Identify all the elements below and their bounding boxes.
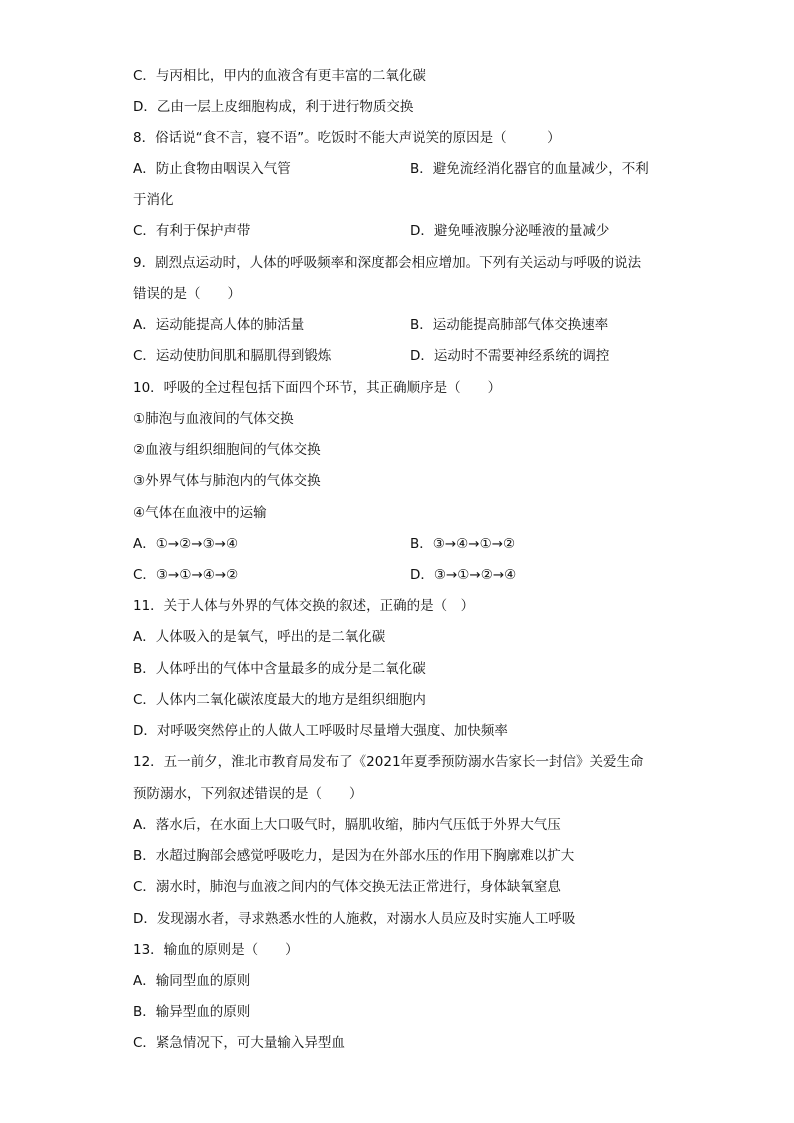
q9-option-a: A．运动能提高人体的肺活量 xyxy=(133,317,305,333)
q9-option-c: C．运动使肋间肌和膈肌得到锻炼 xyxy=(133,348,332,364)
q12-stem: 12．五一前夕，淮北市教育局发布了《2021年夏季预防溺水告家长一封信》关爱生命 xyxy=(133,754,644,770)
q12-stem-cont: 预防溺水，下列叙述错误的是（ ） xyxy=(133,786,363,802)
q10-option-d: D．③→①→②→④ xyxy=(410,567,517,583)
q11-option-a: A．人体吸入的是氧气，呼出的是二氧化碳 xyxy=(133,629,386,645)
q10-stem: 10．呼吸的全过程包括下面四个环节，其正确顺序是（ ） xyxy=(133,380,502,396)
q8-option-d: D．避免唾液腺分泌唾液的量减少 xyxy=(410,223,610,239)
q9-option-b: B．运动能提高肺部气体交换速率 xyxy=(410,317,609,333)
q7-option-d: D．乙由一层上皮细胞构成，利于进行物质交换 xyxy=(133,99,414,115)
q13-option-c: C．紧急情况下，可大量输入异型血 xyxy=(133,1035,345,1051)
q13-option-b: B．输异型血的原则 xyxy=(133,1004,251,1020)
q10-option-a: A．①→②→③→④ xyxy=(133,536,239,552)
q9-stem-cont: 错误的是（ ） xyxy=(133,286,241,302)
q11-stem: 11．关于人体与外界的气体交换的叙述，正确的是（ ） xyxy=(133,598,475,614)
q9-option-d: D．运动时不需要神经系统的调控 xyxy=(410,348,610,364)
q12-option-a: A．落水后，在水面上大口吸气时，膈肌收缩，肺内气压低于外界大气压 xyxy=(133,817,561,833)
q10-step-4: ④气体在血液中的运输 xyxy=(133,505,267,521)
q11-option-d: D．对呼吸突然停止的人做人工呼吸时尽量增大强度、加快频率 xyxy=(133,723,508,739)
q8-stem: 8．俗话说“食不言，寝不语”。吃饭时不能大声说笑的原因是（ ） xyxy=(133,130,561,146)
q10-option-b: B．③→④→①→② xyxy=(410,536,516,552)
q8-option-b: B．避免流经消化器官的血量减少，不利 xyxy=(410,161,649,177)
q12-option-d: D．发现溺水者，寻求熟悉水性的人施救，对溺水人员应及时实施人工呼吸 xyxy=(133,911,576,927)
q8-option-a: A．防止食物由咽误入气管 xyxy=(133,161,291,177)
q12-option-b: B．水超过胸部会感觉呼吸吃力，是因为在外部水压的作用下胸廓难以扩大 xyxy=(133,848,575,864)
q11-option-c: C．人体内二氧化碳浓度最大的地方是组织细胞内 xyxy=(133,692,426,708)
q11-option-b: B．人体呼出的气体中含量最多的成分是二氧化碳 xyxy=(133,661,426,677)
q10-step-1: ①肺泡与血液间的气体交换 xyxy=(133,411,294,427)
q13-stem: 13．输血的原则是（ ） xyxy=(133,942,299,958)
q9-stem: 9．剧烈点运动时，人体的呼吸频率和深度都会相应增加。下列有关运动与呼吸的说法 xyxy=(133,255,642,271)
q10-step-3: ③外界气体与肺泡内的气体交换 xyxy=(133,473,321,489)
q13-option-a: A．输同型血的原则 xyxy=(133,973,251,989)
q12-option-c: C．溺水时，肺泡与血液之间内的气体交换无法正常进行，身体缺氧窒息 xyxy=(133,879,561,895)
q10-option-c: C．③→①→④→② xyxy=(133,567,239,583)
q7-option-c: C．与丙相比，甲内的血液含有更丰富的二氧化碳 xyxy=(133,68,426,84)
q10-step-2: ②血液与组织细胞间的气体交换 xyxy=(133,442,321,458)
q8-option-b-cont: 于消化 xyxy=(133,192,174,208)
q8-option-c: C．有利于保护声带 xyxy=(133,223,251,239)
